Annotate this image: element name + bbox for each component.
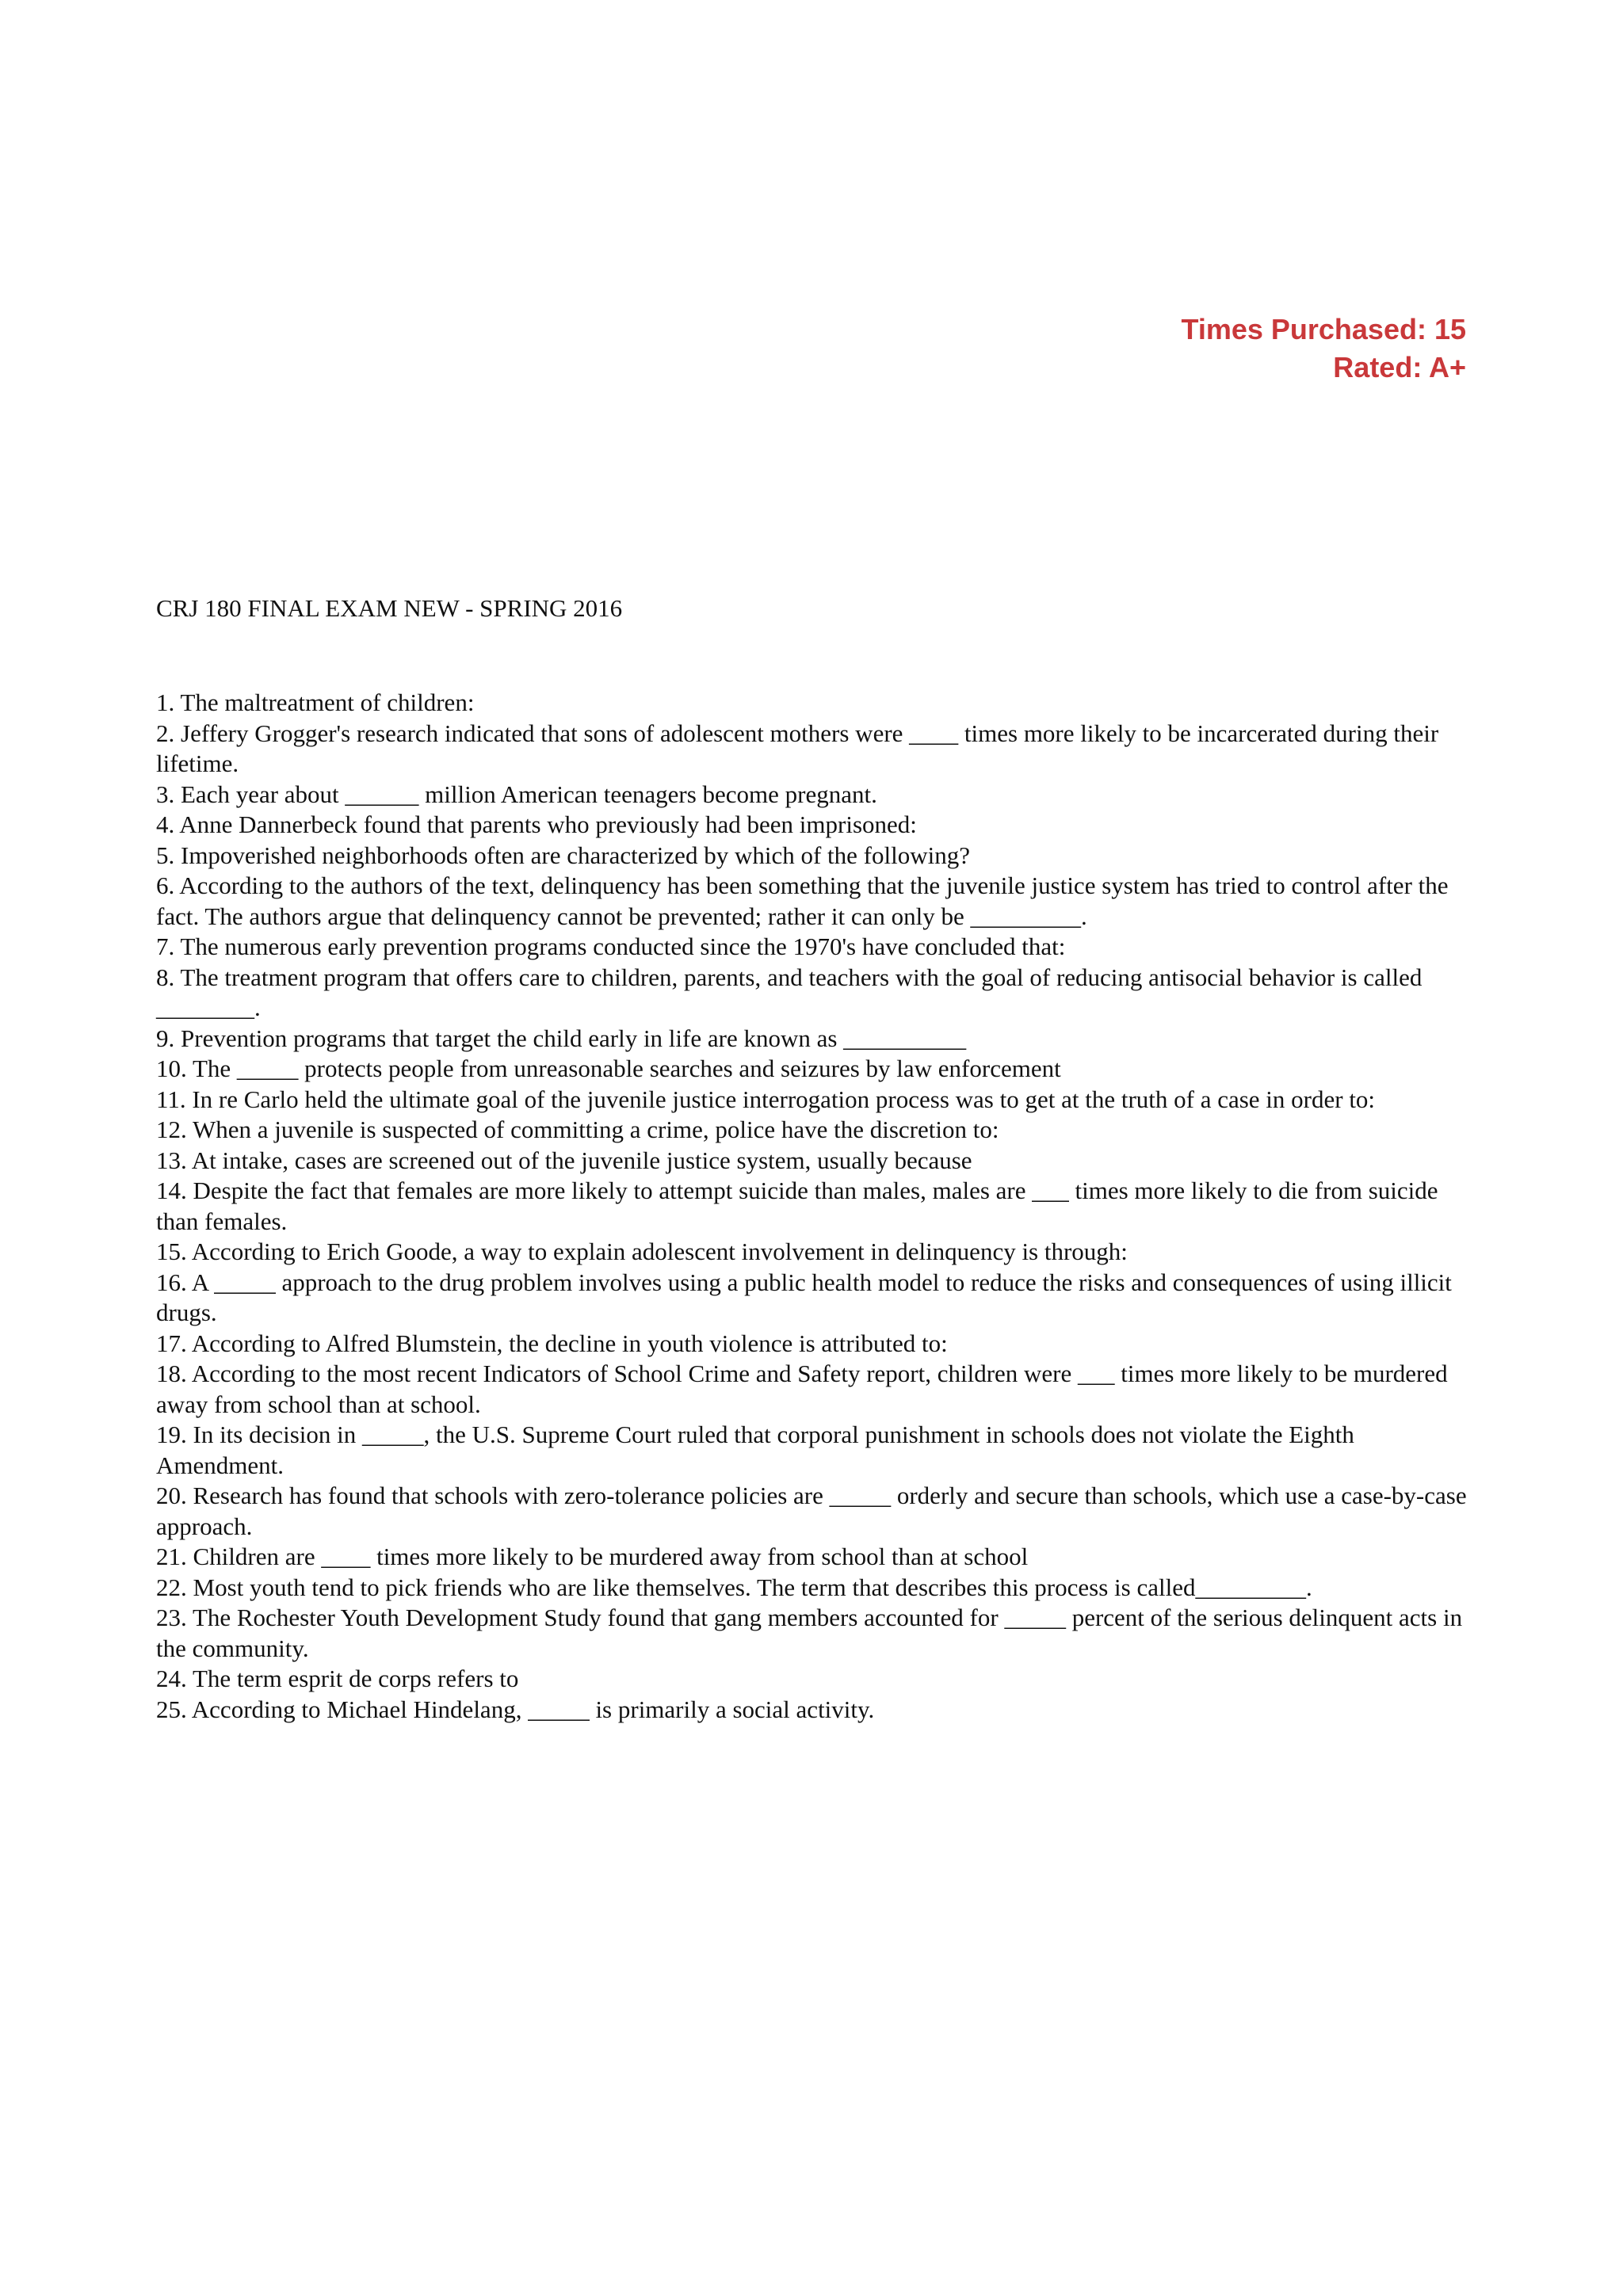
question-item: 14. Despite the fact that females are more likely to attempt suicide than males, males are ___ times more likely to die from suicide than females. bbox=[156, 1177, 1438, 1235]
question-item: 21. Children are ____ times more likely to be murdered away from school than at school bbox=[156, 1543, 1029, 1570]
question-item: 13. At intake, cases are screened out of the juvenile justice system, usually because bbox=[156, 1146, 972, 1174]
question-item: 3. Each year about ______ million American teenagers become pregnant. bbox=[156, 780, 877, 808]
question-item: 1. The maltreatment of children: bbox=[156, 688, 475, 716]
question-item: 5. Impoverished neighborhoods often are characterized by which of the following? bbox=[156, 841, 970, 869]
question-item: 16. A _____ approach to the drug problem involves using a public health model to reduce the risks and consequences of using illicit drugs. bbox=[156, 1268, 1452, 1326]
question-item: 15. According to Erich Goode, a way to explain adolescent involvement in delinquency is through: bbox=[156, 1238, 1128, 1265]
question-item: 4. Anne Dannerbeck found that parents who previously had been imprisoned: bbox=[156, 810, 917, 838]
question-item: 7. The numerous early prevention programs conducted since the 1970's have concluded that: bbox=[156, 933, 1066, 960]
question-item: 11. In re Carlo held the ultimate goal of the juvenile justice interrogation process was to get at the truth of a case in order to: bbox=[156, 1085, 1376, 1113]
question-item: 9. Prevention programs that target the child early in life are known as __________ bbox=[156, 1024, 967, 1052]
rating-label: Rated: A+ bbox=[1333, 351, 1466, 383]
purchase-info bbox=[1181, 311, 1466, 387]
question-list bbox=[156, 688, 1472, 1725]
question-item: 12. When a juvenile is suspected of committing a crime, police have the discretion to: bbox=[156, 1116, 999, 1143]
question-item: 20. Research has found that schools with zero-tolerance policies are _____ orderly and secure than schools, which use a case-by-case approach. bbox=[156, 1482, 1467, 1540]
question-item: 22. Most youth tend to pick friends who are like themselves. The term that describes this process is called_________. bbox=[156, 1573, 1312, 1601]
question-item: 23. The Rochester Youth Development Study found that gang members accounted for _____ percent of the serious delinquent acts in the community. bbox=[156, 1604, 1463, 1662]
document-title: CRJ 180 FINAL EXAM NEW - SPRING 2016 bbox=[156, 594, 623, 622]
times-purchased-label: Times Purchased: 15 bbox=[1181, 313, 1466, 345]
question-item: 18. According to the most recent Indicators of School Crime and Safety report, children were ___ times more likely to be murdered away from school than at school. bbox=[156, 1360, 1448, 1418]
question-item: 19. In its decision in _____, the U.S. Supreme Court ruled that corporal punishment in schools does not violate the Eighth Amendment. bbox=[156, 1421, 1354, 1479]
question-item: 10. The _____ protects people from unreasonable searches and seizures by law enforcement bbox=[156, 1055, 1061, 1082]
question-item: 2. Jeffery Grogger's research indicated that sons of adolescent mothers were ____ times more likely to be incarcerated during their lifetime. bbox=[156, 719, 1439, 777]
question-item: 6. According to the authors of the text, delinquency has been something that the juvenile justice system has tried to control after the fact. The authors argue that delinquency cannot be prevented; rather it can only be _________. bbox=[156, 871, 1449, 930]
question-item: 24. The term esprit de corps refers to bbox=[156, 1665, 519, 1692]
question-item: 17. According to Alfred Blumstein, the decline in youth violence is attributed to: bbox=[156, 1329, 948, 1357]
question-item: 25. According to Michael Hindelang, _____ is primarily a social activity. bbox=[156, 1695, 875, 1723]
question-item: 8. The treatment program that offers care to children, parents, and teachers with the goal of reducing antisocial behavior is called ________. bbox=[156, 963, 1423, 1021]
